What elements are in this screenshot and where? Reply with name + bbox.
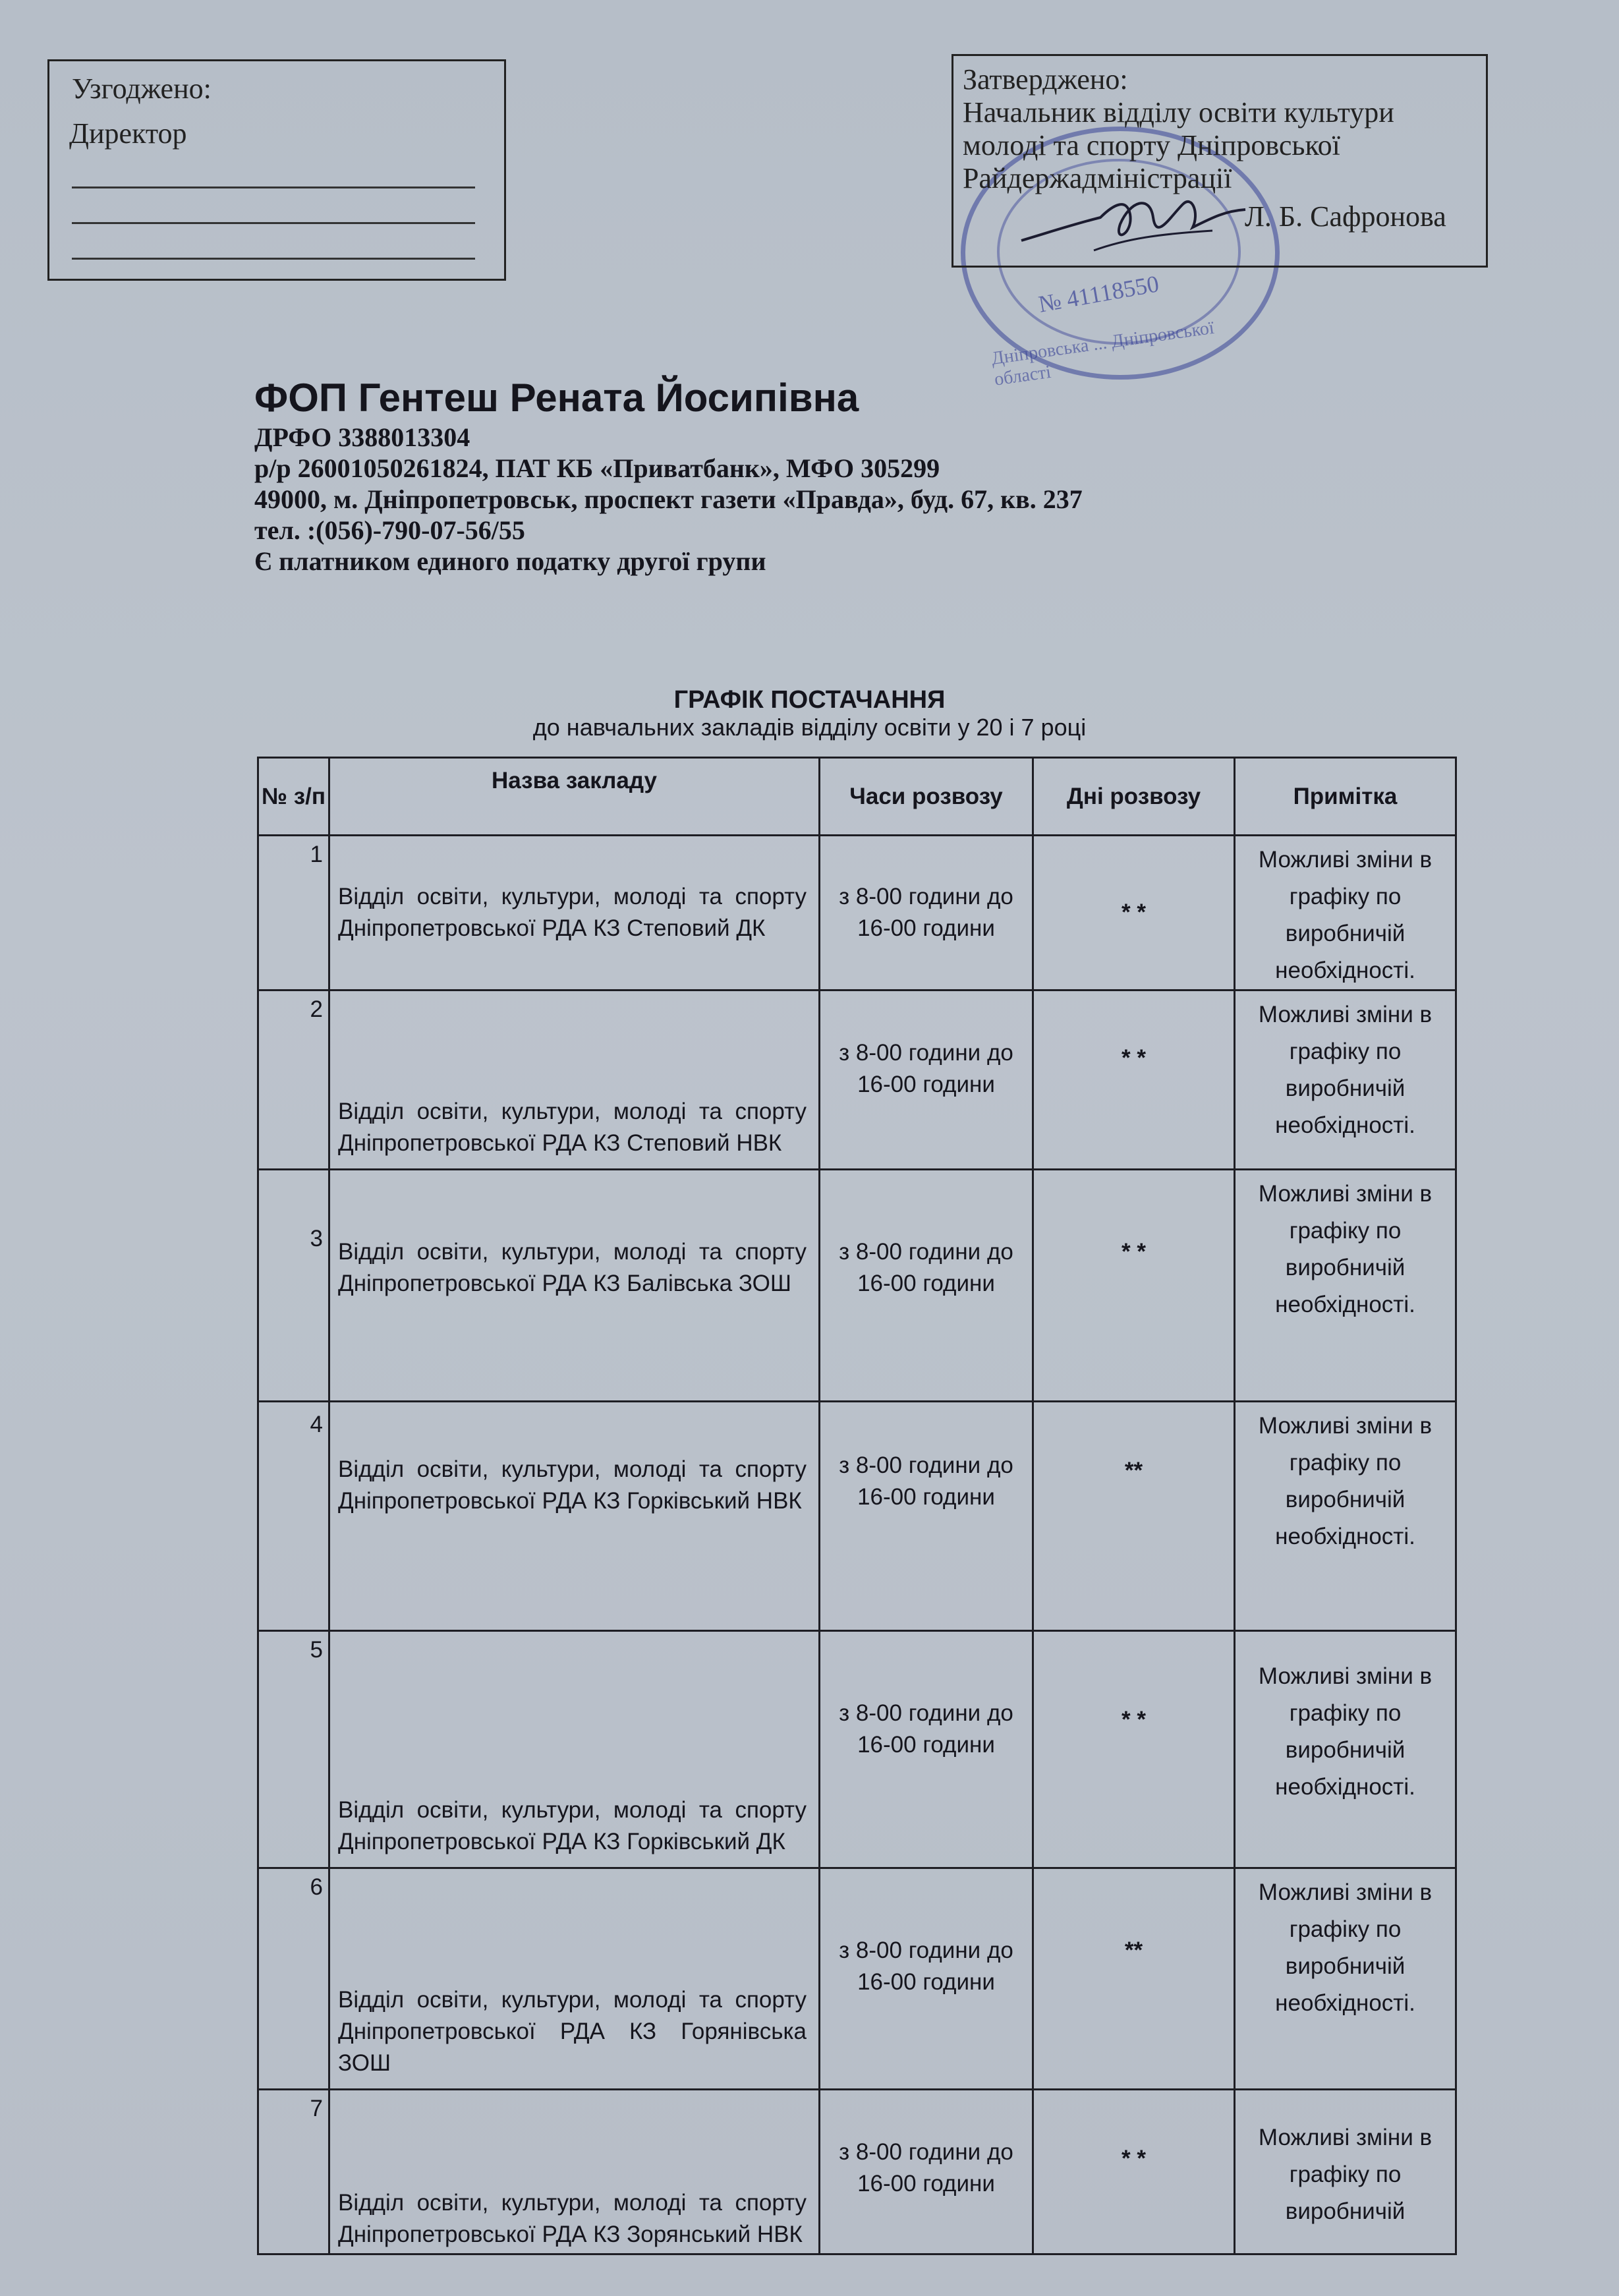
approval-right-position-line3: Райдержадміністрації xyxy=(963,162,1232,194)
signature-line xyxy=(72,258,475,260)
row-days: * * xyxy=(1033,1170,1235,1402)
company-phone: тел. :(056)-790-07-56/55 xyxy=(254,515,525,545)
row-name: Відділ освіти, культури, молоді та спорту Дніпропетровської РДА КЗ Горянівська ЗОШ xyxy=(329,1868,820,2090)
schedule-title: ГРАФІК ПОСТАЧАННЯ xyxy=(673,686,946,714)
row-note: Можливі зміни в графіку по виробничій необхідності. xyxy=(1235,836,1456,990)
table-row xyxy=(258,990,1456,1170)
row-time: з 8-00 години до 16-00 години xyxy=(820,1868,1033,2090)
signature-line xyxy=(72,187,475,188)
row-days: * * xyxy=(1033,990,1235,1170)
row-days: * * xyxy=(1033,836,1235,990)
row-days: ** xyxy=(1033,1868,1235,2090)
approval-left-position: Директор xyxy=(69,117,187,150)
schedule-subtitle: до навчальних закладів відділу освіти у 20 і 7 році xyxy=(532,714,1087,741)
row-num: 5 xyxy=(258,1631,329,1868)
row-note: Можливі зміни в графіку по виробничій необхідності. xyxy=(1235,1170,1456,1402)
schedule-table xyxy=(257,757,1457,2255)
row-num: 4 xyxy=(258,1402,329,1631)
row-time: з 8-00 години до 16-00 години xyxy=(820,2090,1033,2254)
column-header-days: Дні розвозу xyxy=(1033,758,1235,836)
signature-line xyxy=(72,222,475,224)
row-days: * * xyxy=(1033,1631,1235,1868)
approval-right-signatory: Л. Б. Сафронова xyxy=(1245,200,1446,233)
column-header-num: № з/п xyxy=(258,758,329,836)
seal-text: Дніпровська ... Дніпровської області xyxy=(990,317,1216,390)
approval-left-label: Узгоджено: xyxy=(72,72,212,105)
row-time: з 8-00 години до 16-00 години xyxy=(820,1402,1033,1631)
approval-right-position-line1: Начальник відділу освіти культури xyxy=(963,96,1394,129)
row-num: 2 xyxy=(258,990,329,1170)
approval-right-position-line2: молоді та спорту Дніпровської xyxy=(963,129,1340,161)
schedule-title-block xyxy=(0,685,1619,741)
table-row xyxy=(258,2090,1456,2254)
row-name: Відділ освіти, культури, молоді та спорту Дніпропетровської РДА КЗ Зорянський НВК xyxy=(329,2090,820,2254)
company-address: 49000, м. Дніпропетровськ, проспект газети «Правда», буд. 67, кв. 237 xyxy=(254,484,1083,514)
row-name: Відділ освіти, культури, молоді та спорту Дніпропетровської РДА КЗ Степовий ДК xyxy=(329,836,820,990)
table-row xyxy=(258,1170,1456,1402)
company-tax-status: Є платником единого податку другої групи xyxy=(254,546,766,576)
company-header xyxy=(254,374,1083,577)
column-header-time: Часи розвозу xyxy=(820,758,1033,836)
row-days: ** xyxy=(1033,1402,1235,1631)
row-num: 1 xyxy=(258,836,329,990)
row-time: з 8-00 години до 16-00 години xyxy=(820,836,1033,990)
table-row xyxy=(258,1631,1456,1868)
approval-box-left xyxy=(47,59,506,281)
handwritten-signature xyxy=(1015,178,1252,277)
seal-number: № 41118550 xyxy=(1036,270,1161,318)
row-name: Відділ освіти, культури, молоді та спорту Дніпропетровської РДА КЗ Балівська ЗОШ xyxy=(329,1170,820,1402)
table-row xyxy=(258,1868,1456,2090)
row-name: Відділ освіти, культури, молоді та спорту Дніпропетровської РДА КЗ Горківський ДК xyxy=(329,1631,820,1868)
row-time: з 8-00 години до 16-00 години xyxy=(820,1631,1033,1868)
row-num: 3 xyxy=(258,1170,329,1402)
company-account: р/р 26001050261824, ПАТ КБ «Приватбанк», МФО 305299 xyxy=(254,453,940,483)
row-time: з 8-00 години до 16-00 години xyxy=(820,990,1033,1170)
row-note: Можливі зміни в графіку по виробничій необхідності. xyxy=(1235,1868,1456,2090)
approval-right-label: Затверджено: xyxy=(963,63,1128,96)
table-row xyxy=(258,1402,1456,1631)
row-num: 7 xyxy=(258,2090,329,2254)
row-time: з 8-00 години до 16-00 години xyxy=(820,1170,1033,1402)
table-row xyxy=(258,836,1456,990)
row-days: * * xyxy=(1033,2090,1235,2254)
company-name: ФОП Гентеш Рената Йосипівна xyxy=(254,376,859,420)
table-header-row xyxy=(258,758,1456,836)
row-note: Можливі зміни в графіку по виробничій необхідності. xyxy=(1235,1631,1456,1868)
column-header-note: Примітка xyxy=(1235,758,1456,836)
row-name: Відділ освіти, культури, молоді та спорту Дніпропетровської РДА КЗ Горківський НВК xyxy=(329,1402,820,1631)
company-drfo: ДРФО 3388013304 xyxy=(254,422,470,452)
row-note: Можливі зміни в графіку по виробничій необхідності. xyxy=(1235,1402,1456,1631)
row-note: Можливі зміни в графіку по виробничій необхідності. xyxy=(1235,990,1456,1170)
column-header-name: Назва закладу xyxy=(329,758,820,836)
row-note: Можливі зміни в графіку по виробничій xyxy=(1235,2090,1456,2254)
row-num: 6 xyxy=(258,1868,329,2090)
row-name: Відділ освіти, культури, молоді та спорту Дніпропетровської РДА КЗ Степовий НВК xyxy=(329,990,820,1170)
